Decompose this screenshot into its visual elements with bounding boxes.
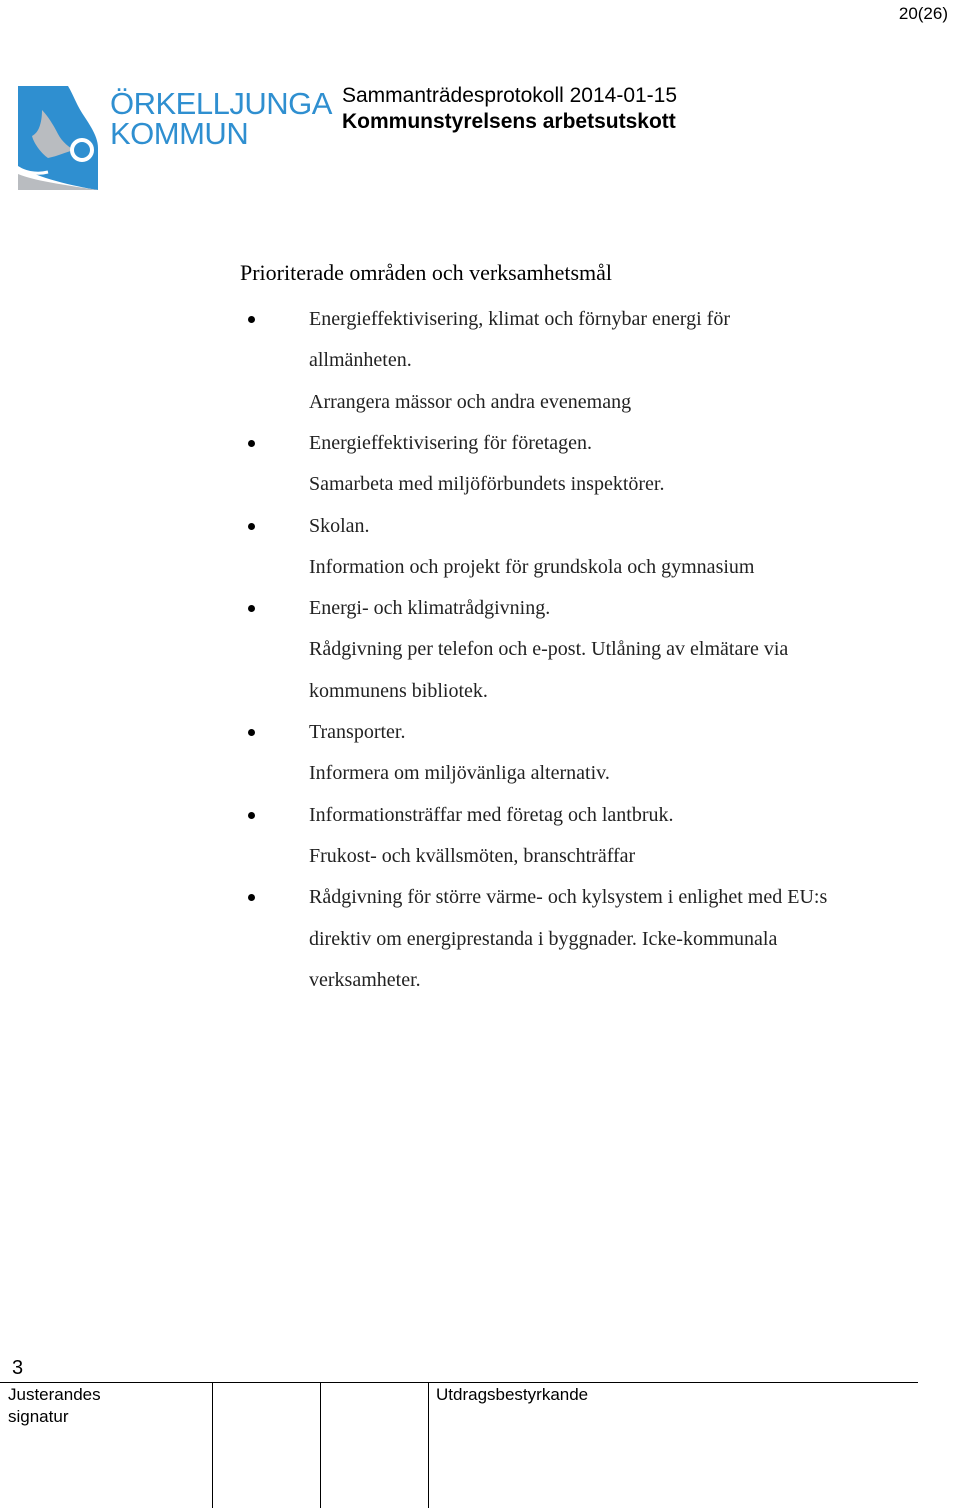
footer-utdragsbestyrkande-label: Utdragsbestyrkande [436,1385,589,1404]
footer-signatur-label: signatur [8,1407,69,1426]
bullet-icon [248,605,255,612]
bullet-icon [248,894,255,901]
bullet-icon [248,812,255,819]
list-item-line: Energieffektivisering för företagen. [309,432,593,454]
section-title: Prioriterade områden och verksamhetsmål [240,260,613,285]
list-item-line: Transporter. [309,721,406,743]
footer-number: 3 [12,1357,24,1379]
list-item-line: allmänheten. [309,349,412,371]
footer-divider-3 [428,1382,429,1508]
list-item-line: Energieffektivisering, klimat och förnybar energi för [309,308,730,330]
list-item-line: Arrangera mässor och andra evenemang [309,391,632,413]
list-item-line: verksamheter. [309,969,421,991]
footer-top-rule [0,1382,918,1383]
list-item-line: Rådgivning för större värme- och kylsystem i enlighet med EU:s [309,886,828,908]
list-item-line: Information och projekt för grundskola och gymnasium [309,556,755,578]
footer-justerandes-label: Justerandes [8,1385,101,1404]
list-item-line: direktiv om energiprestanda i byggnader. Icke-kommunala [309,928,778,950]
list-item-line: Energi- och klimatrådgivning. [309,597,551,619]
list-item-line: Frukost- och kvällsmöten, branschträffar [309,845,636,867]
logo-text-line2: KOMMUN [110,116,249,151]
list-item-line: Informationsträffar med företag och lantbruk. [309,804,674,826]
list-item-line: Rådgivning per telefon och e-post. Utlåning av elmätare via [309,638,789,660]
header-title: Sammanträdesprotokoll 2014-01-15 [342,84,678,107]
list-item-line: kommunens bibliotek. [309,680,488,702]
logo-text-line1: ÖRKELLJUNGA [110,86,332,121]
footer-divider-2 [320,1382,321,1508]
bullet-icon [248,729,255,736]
footer-divider-1 [212,1382,213,1508]
list-item-line: Skolan. [309,515,370,537]
bullet-icon [248,440,255,447]
list-item-line: Samarbeta med miljöförbundets inspektörer. [309,473,665,495]
bullet-icon [248,523,255,530]
list-item-line: Informera om miljövänliga alternativ. [309,762,610,784]
page-number: 20(26) [898,4,948,23]
bullet-icon [248,316,255,323]
header-subtitle: Kommunstyrelsens arbetsutskott [342,110,676,133]
kommun-logo-icon [18,86,98,190]
